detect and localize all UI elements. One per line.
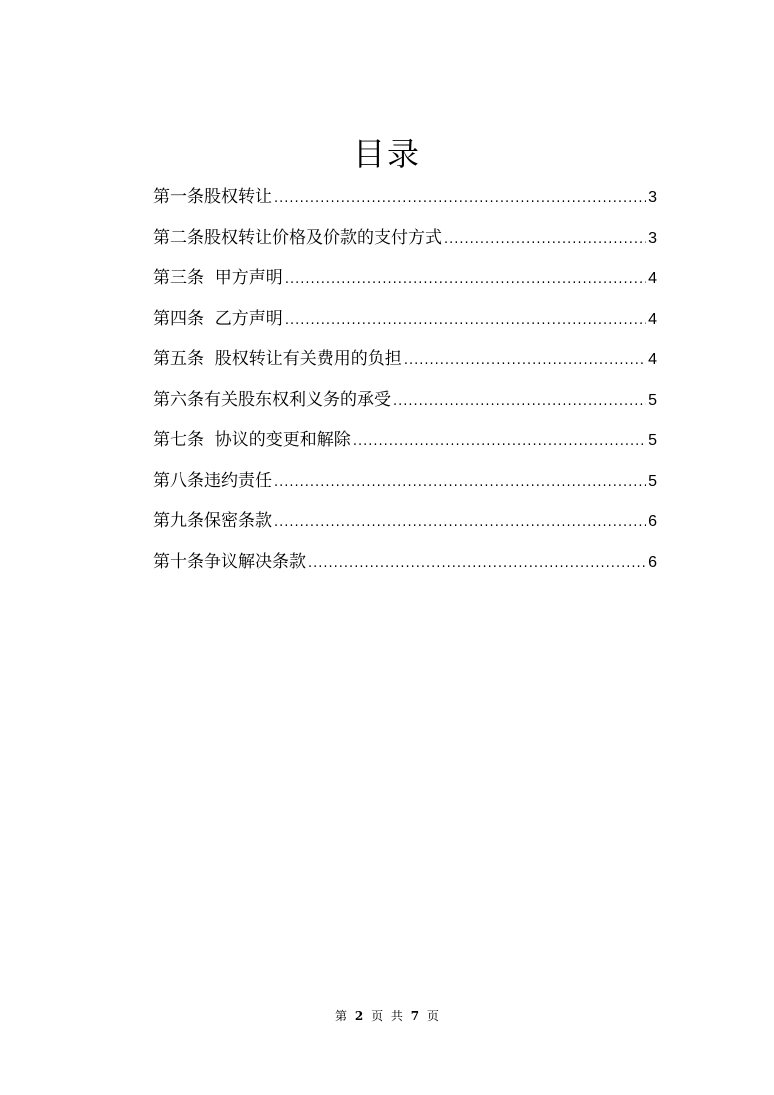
toc-entry-label: 第十条争议解决条款 [153,551,306,572]
toc-leader-dots [285,260,646,300]
toc-entry-label: 第五条 股权转让有关费用的负担 [153,349,402,369]
toc-leader-dots [393,382,646,422]
toc-entry-page: 4 [648,310,657,328]
toc-leader-dots [274,179,646,219]
toc-entry[interactable] [153,258,657,299]
toc-entry-label: 第一条股权转让 [153,187,272,207]
toc-leader-dots [308,544,646,584]
toc-entry-page: 6 [648,553,657,571]
toc-leader-dots [274,463,646,503]
toc-entry-label: 第九条保密条款 [153,511,272,531]
page-footer [0,1008,774,1024]
toc-list [153,177,657,582]
toc-entry-label: 第八条违约责任 [153,470,272,491]
toc-leader-dots [274,503,646,543]
toc-entry[interactable] [153,218,657,259]
footer-total-pages: 7 [410,1009,420,1023]
toc-entry-page: 3 [648,229,657,247]
toc-leader-dots [444,220,646,260]
toc-entry[interactable] [153,501,657,542]
toc-entry-page: 5 [648,391,657,409]
toc-entry-page: 5 [648,432,657,449]
footer-current-page: 2 [354,1009,364,1023]
toc-entry[interactable] [153,380,657,421]
toc-entry[interactable] [153,177,657,218]
toc-entry-page: 4 [648,351,657,368]
toc-entry-label: 第六条有关股东权利义务的承受 [153,389,391,410]
toc-entry[interactable] [153,461,657,502]
toc-entry-page: 6 [648,513,657,530]
toc-leader-dots [353,422,646,462]
toc-leader-dots [285,301,646,341]
toc-entry-label: 第二条股权转让价格及价款的支付方式 [153,227,442,248]
toc-entry-page: 3 [648,189,657,206]
footer-suffix: 页 [426,1009,439,1023]
toc-title: 目录 [352,135,421,173]
toc-entry[interactable] [153,420,657,461]
footer-prefix: 第 [335,1009,348,1023]
toc-entry[interactable] [153,542,657,583]
toc-entry[interactable] [153,339,657,380]
toc-entry[interactable] [153,299,657,340]
toc-entry-page: 5 [648,472,657,490]
toc-leader-dots [404,341,646,381]
toc-entry-label: 第四条 乙方声明 [153,308,283,329]
toc-entry-label: 第七条 协议的变更和解除 [153,430,351,450]
footer-middle: 页 共 [371,1009,403,1023]
toc-entry-page: 4 [648,270,657,287]
toc-entry-label: 第三条 甲方声明 [153,268,283,288]
